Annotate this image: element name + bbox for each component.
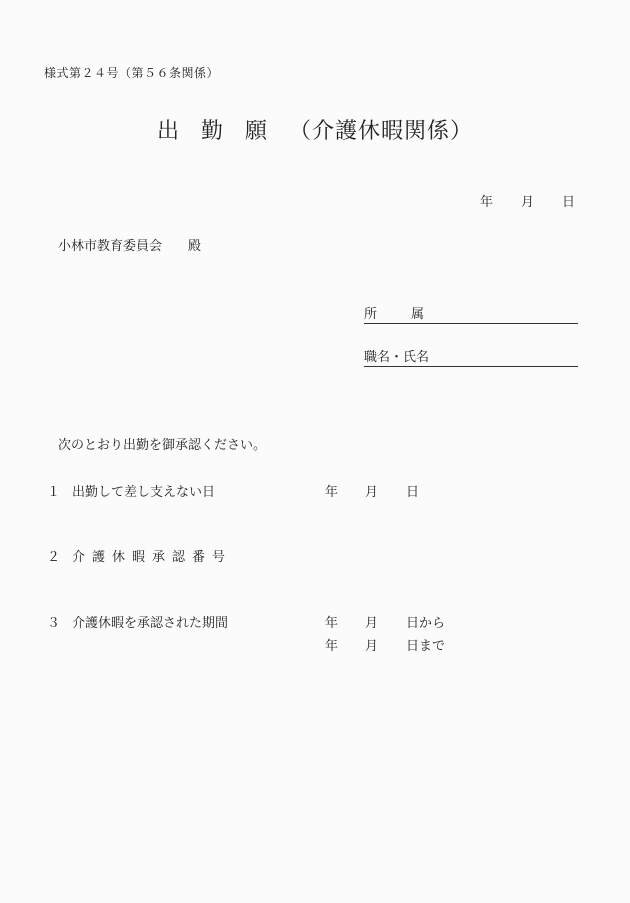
item-3-to-year: 年 xyxy=(325,639,339,654)
addressee-name: 小林市教育委員会 xyxy=(58,239,163,254)
item-3-from-month: 月 xyxy=(365,616,379,631)
item-3-number: ３ xyxy=(47,616,61,631)
item-1-month: 月 xyxy=(365,485,379,500)
item-3-date-to xyxy=(325,635,445,654)
item-2-number: ２ xyxy=(47,550,61,565)
name-field[interactable] xyxy=(364,346,578,367)
affiliation-label: 所属 xyxy=(364,307,459,322)
date-year: 年 xyxy=(480,195,494,210)
date-line xyxy=(480,191,575,210)
item-3-label: 介護休暇を承認された期間 xyxy=(72,616,229,631)
item-3-date-from xyxy=(325,612,445,631)
addressee-suffix: 殿 xyxy=(188,239,202,254)
item-1-number: １ xyxy=(47,485,61,500)
form-number: 様式第２４号（第５６条関係） xyxy=(44,66,220,80)
item-3-to-day: 日まで xyxy=(406,639,446,654)
name-label: 職名・氏名 xyxy=(364,350,430,365)
addressee xyxy=(58,235,201,254)
date-month: 月 xyxy=(521,195,535,210)
item-1-year: 年 xyxy=(325,485,339,500)
item-1-day: 日 xyxy=(406,485,420,500)
page-title xyxy=(0,114,630,145)
title-sub: （介護休暇関係） xyxy=(289,119,474,144)
item-2-label: 介護休暇承認番号 xyxy=(72,550,233,565)
item-3-from-year: 年 xyxy=(325,616,339,631)
item-3-to-month: 月 xyxy=(365,639,379,654)
item-1-date xyxy=(325,481,419,500)
title-main: 出勤願 xyxy=(156,119,289,144)
date-day: 日 xyxy=(562,195,576,210)
affiliation-field[interactable] xyxy=(364,303,578,324)
item-1-label: 出勤して差し支えない日 xyxy=(72,485,216,500)
request-text: 次のとおり出勤を御承認ください。 xyxy=(58,438,267,453)
item-3-from-day: 日から xyxy=(406,616,446,631)
